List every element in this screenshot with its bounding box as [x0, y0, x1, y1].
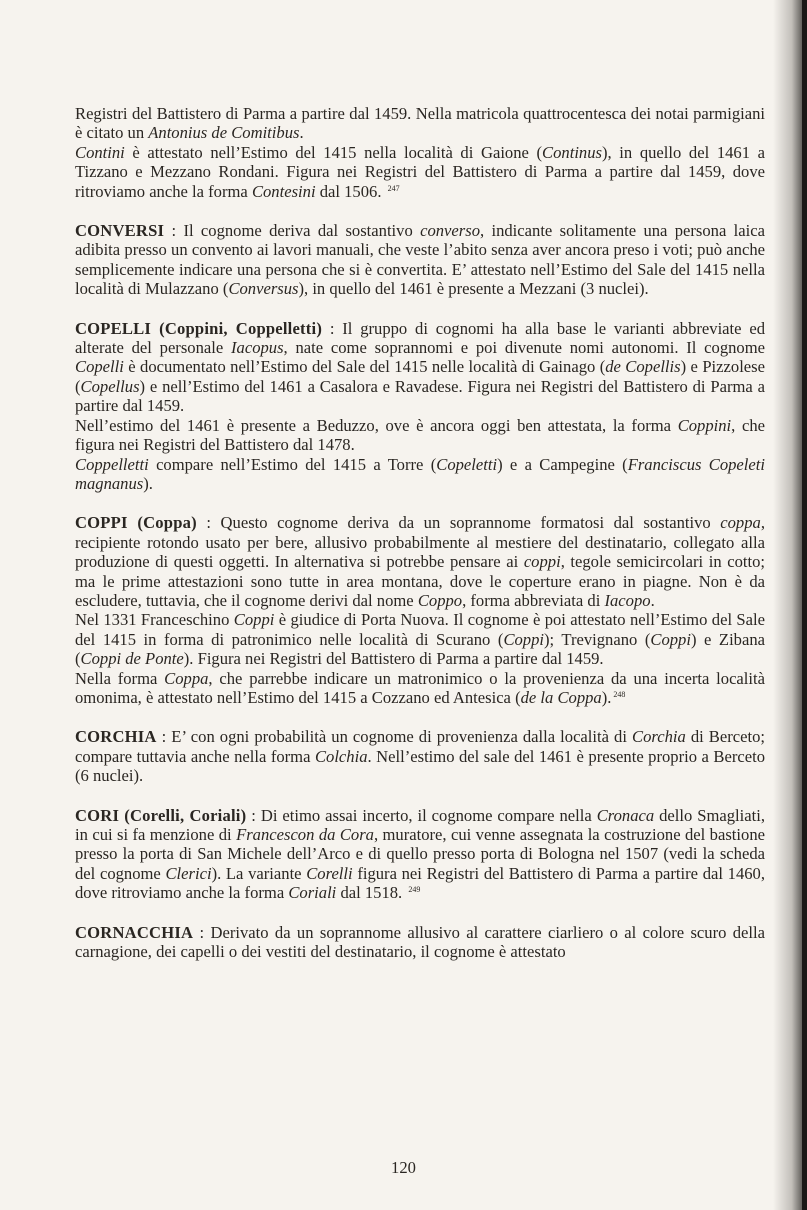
- text-run: ), in quello del 1461 a Tizzano e Mezzano Rondani. Figura nei Registri del Battistero di Parma a partire dal 1459, dove ritroviamo anche la forma: [75, 142, 765, 201]
- text-run: : Il gruppo di cognomi ha alla base le varianti abbreviate ed alterate del personale: [75, 318, 765, 358]
- text-run: .: [299, 123, 304, 143]
- entry-paragraph: [75, 513, 765, 610]
- italic-term: Coppi: [503, 629, 545, 649]
- italic-term: Copelli: [75, 357, 124, 377]
- page-edge: [802, 0, 807, 1210]
- text-run: è giudice di Porta Nuova. Il cognome è poi attestato nell’Estimo del Sale del 1415 in forma di patronimico nelle località di Scurano (: [75, 610, 766, 649]
- dictionary-entry: [75, 319, 765, 494]
- footnote-ref: 248: [613, 689, 626, 699]
- footnote-ref: 247: [387, 183, 400, 193]
- text-run: dello Smagliati, in cui si fa menzione di: [75, 805, 765, 844]
- text-run: , indicante solitamente una persona laica adibita presso un convento ai lavori manuali, che veste l’abito senza aver ancora preso i voti; può anche semplicemente indicare una persona che si è convertita. E’ attestato nell’Estimo del Sale del 1415 nella località di Mulazzano (: [75, 221, 765, 299]
- italic-term: Cronaca: [596, 805, 655, 825]
- italic-term: Conversus: [228, 279, 299, 299]
- italic-term: Coppi: [650, 629, 691, 649]
- entry-paragraph: [75, 143, 765, 201]
- text-run: Nel 1331 Franceschino: [75, 610, 234, 630]
- text-run: ) e a Campegine (: [497, 454, 628, 474]
- italic-term: Iacopo: [604, 590, 651, 610]
- entry-paragraph: [75, 806, 765, 903]
- text-run: è attestato nell’Estimo del 1415 nella località di Gaione (: [124, 142, 543, 162]
- entry-paragraph: [75, 416, 765, 455]
- text-run: ).: [601, 687, 612, 707]
- text-run: Registri del Battistero di Parma a partire dal 1459. Nella matricola quattrocentesca dei notai parmigiani è citato un: [75, 104, 765, 143]
- entry-paragraph: [75, 104, 765, 143]
- footnote-ref: 249: [408, 885, 421, 895]
- italic-term: Franciscus Copeleti magnanus: [75, 454, 765, 493]
- text-run: Nella forma: [75, 668, 165, 688]
- text-run: : Il cognome deriva dal sostantivo: [164, 221, 421, 241]
- entry-headword: CONVERSI: [75, 221, 165, 241]
- text-run: : E’ con ogni probabilità un cognome di provenienza dalla località di: [156, 727, 632, 747]
- text-run: dal 1506.: [315, 181, 386, 201]
- italic-term: Coppi: [233, 610, 275, 630]
- text-run: dal 1518.: [336, 883, 407, 903]
- text-run: , che parrebbe indicare un matronimico o la provenienza da una incerta località omonima, è attestato nell’Estimo del 1415 a Cozzano ed Antesica (: [75, 668, 765, 707]
- italic-term: converso: [420, 221, 480, 241]
- text-run: figura nei Registri del Battistero di Parma a partire dal 1460, dove ritroviamo anche la forma: [75, 863, 765, 903]
- italic-term: Coppa: [164, 668, 209, 688]
- dictionary-entry: [75, 221, 765, 299]
- italic-term: Coppo: [417, 590, 463, 610]
- dictionary-entry: [75, 513, 765, 707]
- text-run: ). La variante: [211, 863, 307, 883]
- text-run: è documentato nell’Estimo del Sale del 1415 nelle località di Gainago (: [123, 357, 606, 377]
- text-run: ) e nell’Estimo del 1461 a Casalora e Ravadese. Figura nei Registri del Battistero di Parma a partire dal 1459.: [75, 376, 765, 416]
- entry-paragraph: [75, 923, 765, 962]
- italic-term: Coppini: [677, 415, 732, 435]
- italic-term: coppi: [523, 552, 561, 572]
- entry-paragraph: [75, 669, 765, 708]
- italic-term: Iacopus: [231, 338, 284, 358]
- text-run: : Di etimo assai incerto, il cognome compare nella: [246, 805, 597, 825]
- entry-paragraph: [75, 727, 765, 785]
- page-number: 120: [391, 1158, 416, 1177]
- text-run: ). Figura nei Registri del Battistero di Parma a partire dal 1459.: [183, 649, 604, 669]
- text-run: Nell’estimo del 1461 è presente a Beduzzo, ove è ancora oggi ben attestata, la forma: [75, 415, 678, 435]
- italic-term: Copeletti: [436, 454, 498, 474]
- text-run: , che figura nei Registri del Battistero dal 1478.: [75, 415, 765, 455]
- text-run: ).: [143, 473, 153, 493]
- italic-term: Contesini: [251, 181, 316, 201]
- text-run: compare nell’Estimo del 1415 a Torre (: [148, 454, 437, 474]
- italic-term: Continus: [542, 142, 602, 162]
- text-run: , nate come soprannomi e poi divenute nomi autonomi. Il cognome: [283, 338, 765, 358]
- text-run: ) e Zibana (: [75, 629, 766, 669]
- dictionary-entry: [75, 104, 765, 201]
- entry-headword: CORCHIA: [75, 727, 157, 747]
- entry-paragraph: [75, 319, 765, 416]
- italic-term: Coppelletti: [75, 454, 149, 474]
- italic-term: Copellus: [80, 376, 140, 396]
- italic-term: Francescon da Cora: [236, 825, 374, 844]
- dictionary-entry: [75, 727, 765, 785]
- italic-term: Corelli: [306, 863, 353, 883]
- entry-headword: CORNACCHIA: [75, 922, 194, 942]
- italic-term: coppa: [720, 513, 761, 533]
- italic-term: Coppi de Ponte: [80, 649, 184, 669]
- dictionary-entry: [75, 923, 765, 962]
- text-run: : Questo cognome deriva da un soprannome formatosi dal sostantivo: [196, 513, 721, 533]
- entry-headword: CORI (Corelli, Coriali): [75, 805, 247, 825]
- italic-term: Antonius de Comitibus: [148, 123, 300, 143]
- text-run: . Nell’estimo del sale del 1461 è presente proprio a Berceto (6 nuclei).: [75, 746, 765, 786]
- text-run: , forma abbreviata di: [462, 590, 605, 610]
- italic-term: de Copellis: [605, 357, 681, 377]
- text-run: ); Trevignano (: [544, 629, 651, 649]
- text-run: : Derivato da un soprannome allusivo al carattere ciarliero o al colore scuro della carnagione, dei capelli o dei vestiti del destinatario, il cognome è attestato: [75, 922, 765, 962]
- dictionary-entry: [75, 806, 765, 903]
- entry-headword: COPELLI (Coppini, Coppelletti): [75, 318, 323, 338]
- italic-term: de la Coppa: [520, 687, 602, 707]
- italic-term: Clerici: [165, 863, 212, 883]
- italic-term: Colchia: [314, 746, 368, 766]
- entry-headword: COPPI (Coppa): [75, 513, 197, 533]
- text-run: ) e Pizzolese (: [75, 357, 765, 396]
- text-run: di Berceto; compare tuttavia anche nella forma: [75, 727, 765, 766]
- italic-term: Corchia: [632, 727, 686, 747]
- text-run: , tegole semicircolari in cotto; ma le prime attestazioni sono tutte in area montana, dove le coperture erano in piagne. Non è da escludere, tuttavia, che il cognome derivi dal nome: [75, 552, 765, 610]
- italic-term: Contini: [75, 142, 125, 162]
- text-run: , muratore, cui venne assegnata la costruzione del bastione presso la porta di San Michele dell’Arco e di quello presso porta di Bologna nel 1507 (vedi la scheda del cognome: [75, 825, 765, 883]
- text-run: .: [650, 590, 655, 610]
- book-page-text: [75, 104, 765, 961]
- entry-paragraph: [75, 221, 765, 299]
- italic-term: Coriali: [288, 883, 337, 903]
- entry-paragraph: [75, 610, 765, 668]
- text-run: , recipiente rotondo usato per bere, allusivo probabilmente al mestiere del destinatario, collegato alla produzione di questi oggetti. In alternativa si potrebbe pensare ai: [75, 513, 765, 572]
- text-run: ), in quello del 1461 è presente a Mezzani (3 nuclei).: [298, 279, 649, 299]
- entry-paragraph: [75, 455, 765, 494]
